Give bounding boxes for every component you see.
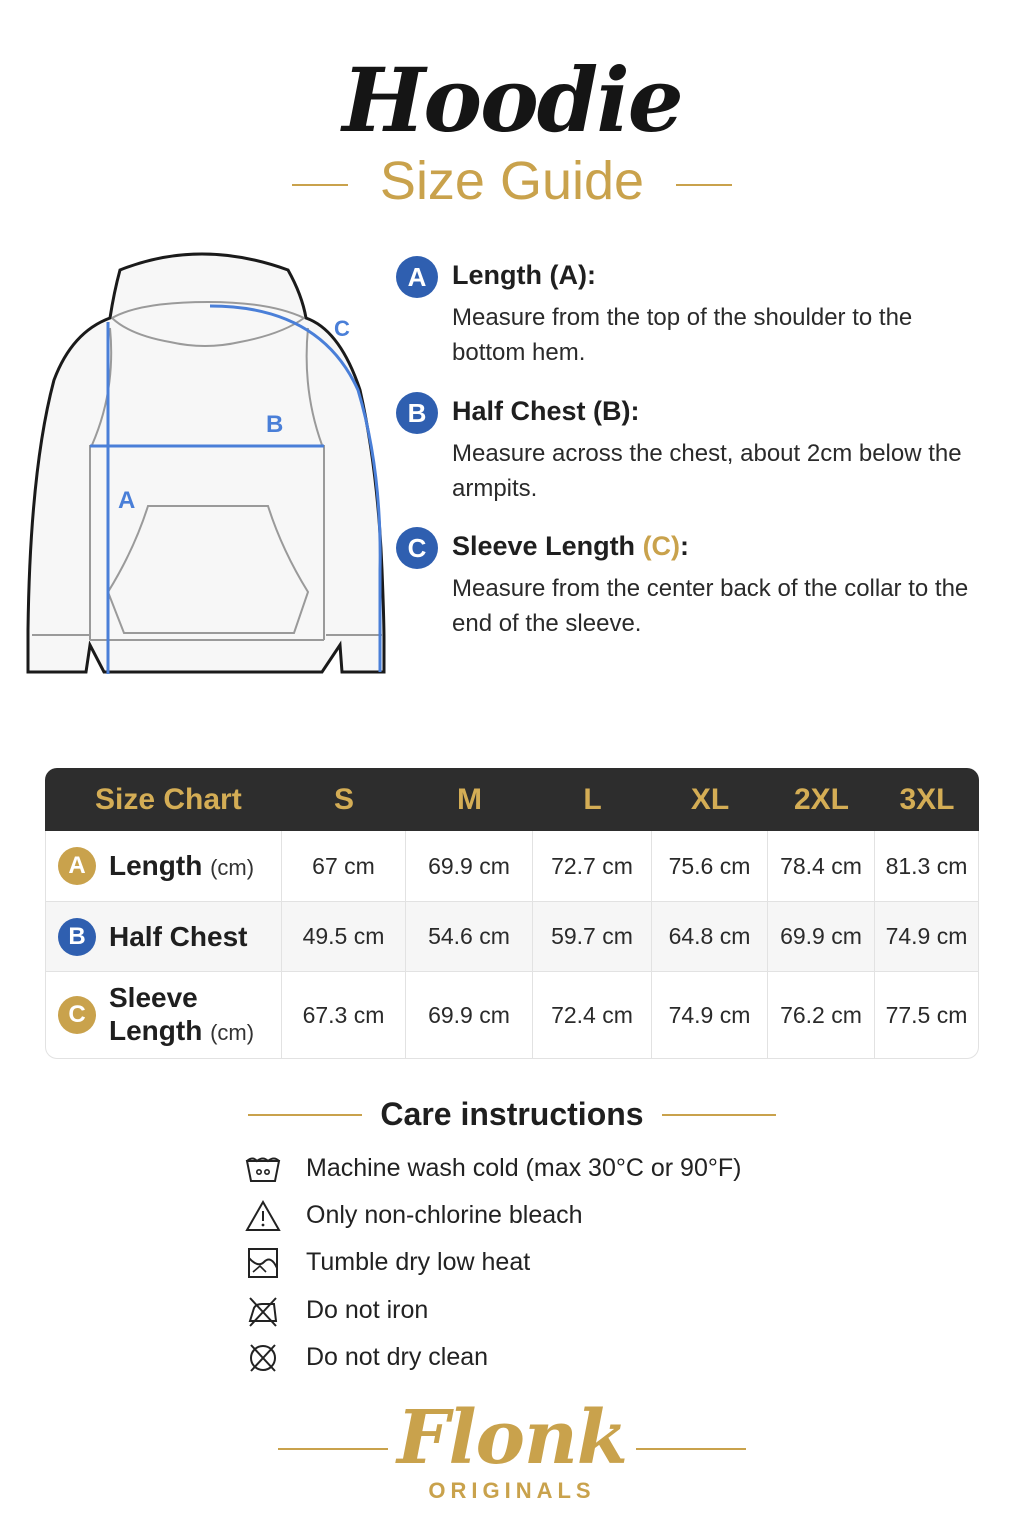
badge-b: B bbox=[396, 392, 438, 434]
table-cell: 67 cm bbox=[282, 831, 406, 902]
care-text: Tumble dry low heat bbox=[306, 1248, 531, 1276]
measure-item-sleeve bbox=[396, 527, 996, 647]
row-unit: (cm) bbox=[210, 1020, 255, 1045]
table-cell: 76.2 cm bbox=[768, 972, 875, 1059]
table-cell: 54.6 cm bbox=[406, 902, 533, 972]
care-right-rule bbox=[662, 1114, 776, 1116]
table-row-length bbox=[45, 831, 979, 902]
care-item bbox=[244, 1197, 804, 1237]
table-cell: 74.9 cm bbox=[652, 972, 768, 1059]
table-row-sleeve bbox=[45, 972, 979, 1059]
page-subtitle: Size Guide bbox=[379, 151, 645, 211]
table-cell: 74.9 cm bbox=[875, 902, 979, 972]
measure-title-sleeve bbox=[452, 531, 689, 562]
measure-item-length bbox=[396, 256, 996, 376]
size-header: 3XL bbox=[875, 768, 979, 831]
size-chart-table bbox=[45, 768, 979, 1059]
badge-a: A bbox=[396, 256, 438, 298]
table-cell: 67.3 cm bbox=[282, 972, 406, 1059]
care-text: Do not dry clean bbox=[306, 1343, 489, 1371]
row-name bbox=[109, 981, 254, 1049]
table-cell: 72.4 cm bbox=[533, 972, 652, 1059]
size-header: XL bbox=[652, 768, 768, 831]
care-item bbox=[244, 1292, 804, 1332]
care-item bbox=[244, 1150, 804, 1190]
tumble-dry-icon bbox=[244, 1246, 282, 1280]
logo-right-rule bbox=[636, 1448, 746, 1450]
table-cell: 81.3 cm bbox=[875, 831, 979, 902]
table-cell: 77.5 cm bbox=[875, 972, 979, 1059]
subtitle-row bbox=[0, 150, 1024, 220]
row-name bbox=[109, 849, 254, 884]
row-name-text: Length bbox=[109, 849, 203, 881]
diagram-label-c: C bbox=[334, 316, 350, 341]
row-unit: (cm) bbox=[210, 854, 255, 880]
subtitle-right-rule bbox=[676, 184, 732, 186]
measure-title-half-chest: Half Chest (B): bbox=[452, 396, 640, 426]
measure-desc-sleeve: Measure from the center back of the collar to the end of the sleeve. bbox=[452, 575, 969, 637]
table-cell: 75.6 cm bbox=[652, 831, 768, 902]
table-cell: 69.9 cm bbox=[406, 972, 533, 1059]
no-dry-clean-icon bbox=[244, 1341, 282, 1375]
brand-tagline: ORIGINALS bbox=[428, 1478, 596, 1503]
diagram-label-a: A bbox=[118, 487, 136, 514]
table-cell: 49.5 cm bbox=[282, 902, 406, 972]
size-header: M bbox=[406, 768, 533, 831]
bleach-icon bbox=[244, 1199, 282, 1233]
row-name: Half Chest bbox=[109, 921, 248, 952]
care-item bbox=[244, 1339, 804, 1379]
row-badge-a: A bbox=[58, 847, 96, 885]
no-iron-icon bbox=[244, 1294, 282, 1328]
size-header: S bbox=[282, 768, 406, 831]
row-name-line1: Sleeve bbox=[109, 982, 198, 1013]
care-item bbox=[244, 1244, 804, 1284]
care-title: Care instructions bbox=[380, 1096, 644, 1132]
size-header: L bbox=[533, 768, 652, 831]
care-text: Machine wash cold (max 30°C or 90°F) bbox=[306, 1154, 742, 1182]
badge-c: C bbox=[396, 527, 438, 569]
row-label-cell bbox=[45, 972, 282, 1059]
measure-title-sleeve-prefix: Sleeve Length bbox=[452, 531, 643, 561]
row-label-cell bbox=[45, 902, 282, 972]
table-cell: 72.7 cm bbox=[533, 831, 652, 902]
wash-cold-icon bbox=[244, 1152, 282, 1186]
size-header: 2XL bbox=[768, 768, 875, 831]
row-badge-b: B bbox=[58, 918, 96, 956]
table-row-half-chest bbox=[45, 902, 979, 972]
measure-desc-half-chest: Measure across the chest, about 2cm below the armpits. bbox=[452, 440, 962, 502]
care-text: Do not iron bbox=[306, 1296, 429, 1324]
measure-item-half-chest bbox=[396, 392, 996, 512]
measure-desc-length: Measure from the top of the shoulder to the bottom hem. bbox=[452, 304, 913, 366]
row-name-line2: Length bbox=[109, 1015, 203, 1046]
hoodie-body bbox=[28, 254, 384, 672]
hoodie-diagram bbox=[20, 240, 400, 690]
care-text: Only non-chlorine bleach bbox=[306, 1201, 583, 1229]
measure-title-sleeve-suffix: : bbox=[680, 531, 690, 561]
row-label-cell bbox=[45, 831, 282, 902]
size-chart-header-row bbox=[45, 768, 979, 831]
table-cell: 78.4 cm bbox=[768, 831, 875, 902]
diagram-label-b: B bbox=[266, 411, 284, 438]
page-title: Hoodie bbox=[342, 48, 682, 152]
size-chart-title: Size Chart bbox=[45, 768, 282, 831]
brand-logo: Flonk bbox=[396, 1395, 628, 1481]
table-cell: 59.7 cm bbox=[533, 902, 652, 972]
measure-title-length: Length (A): bbox=[452, 260, 596, 290]
table-cell: 64.8 cm bbox=[652, 902, 768, 972]
table-cell: 69.9 cm bbox=[768, 902, 875, 972]
measure-title-sleeve-highlight: (C) bbox=[642, 531, 681, 561]
table-cell: 69.9 cm bbox=[406, 831, 533, 902]
row-badge-c: C bbox=[58, 996, 96, 1034]
